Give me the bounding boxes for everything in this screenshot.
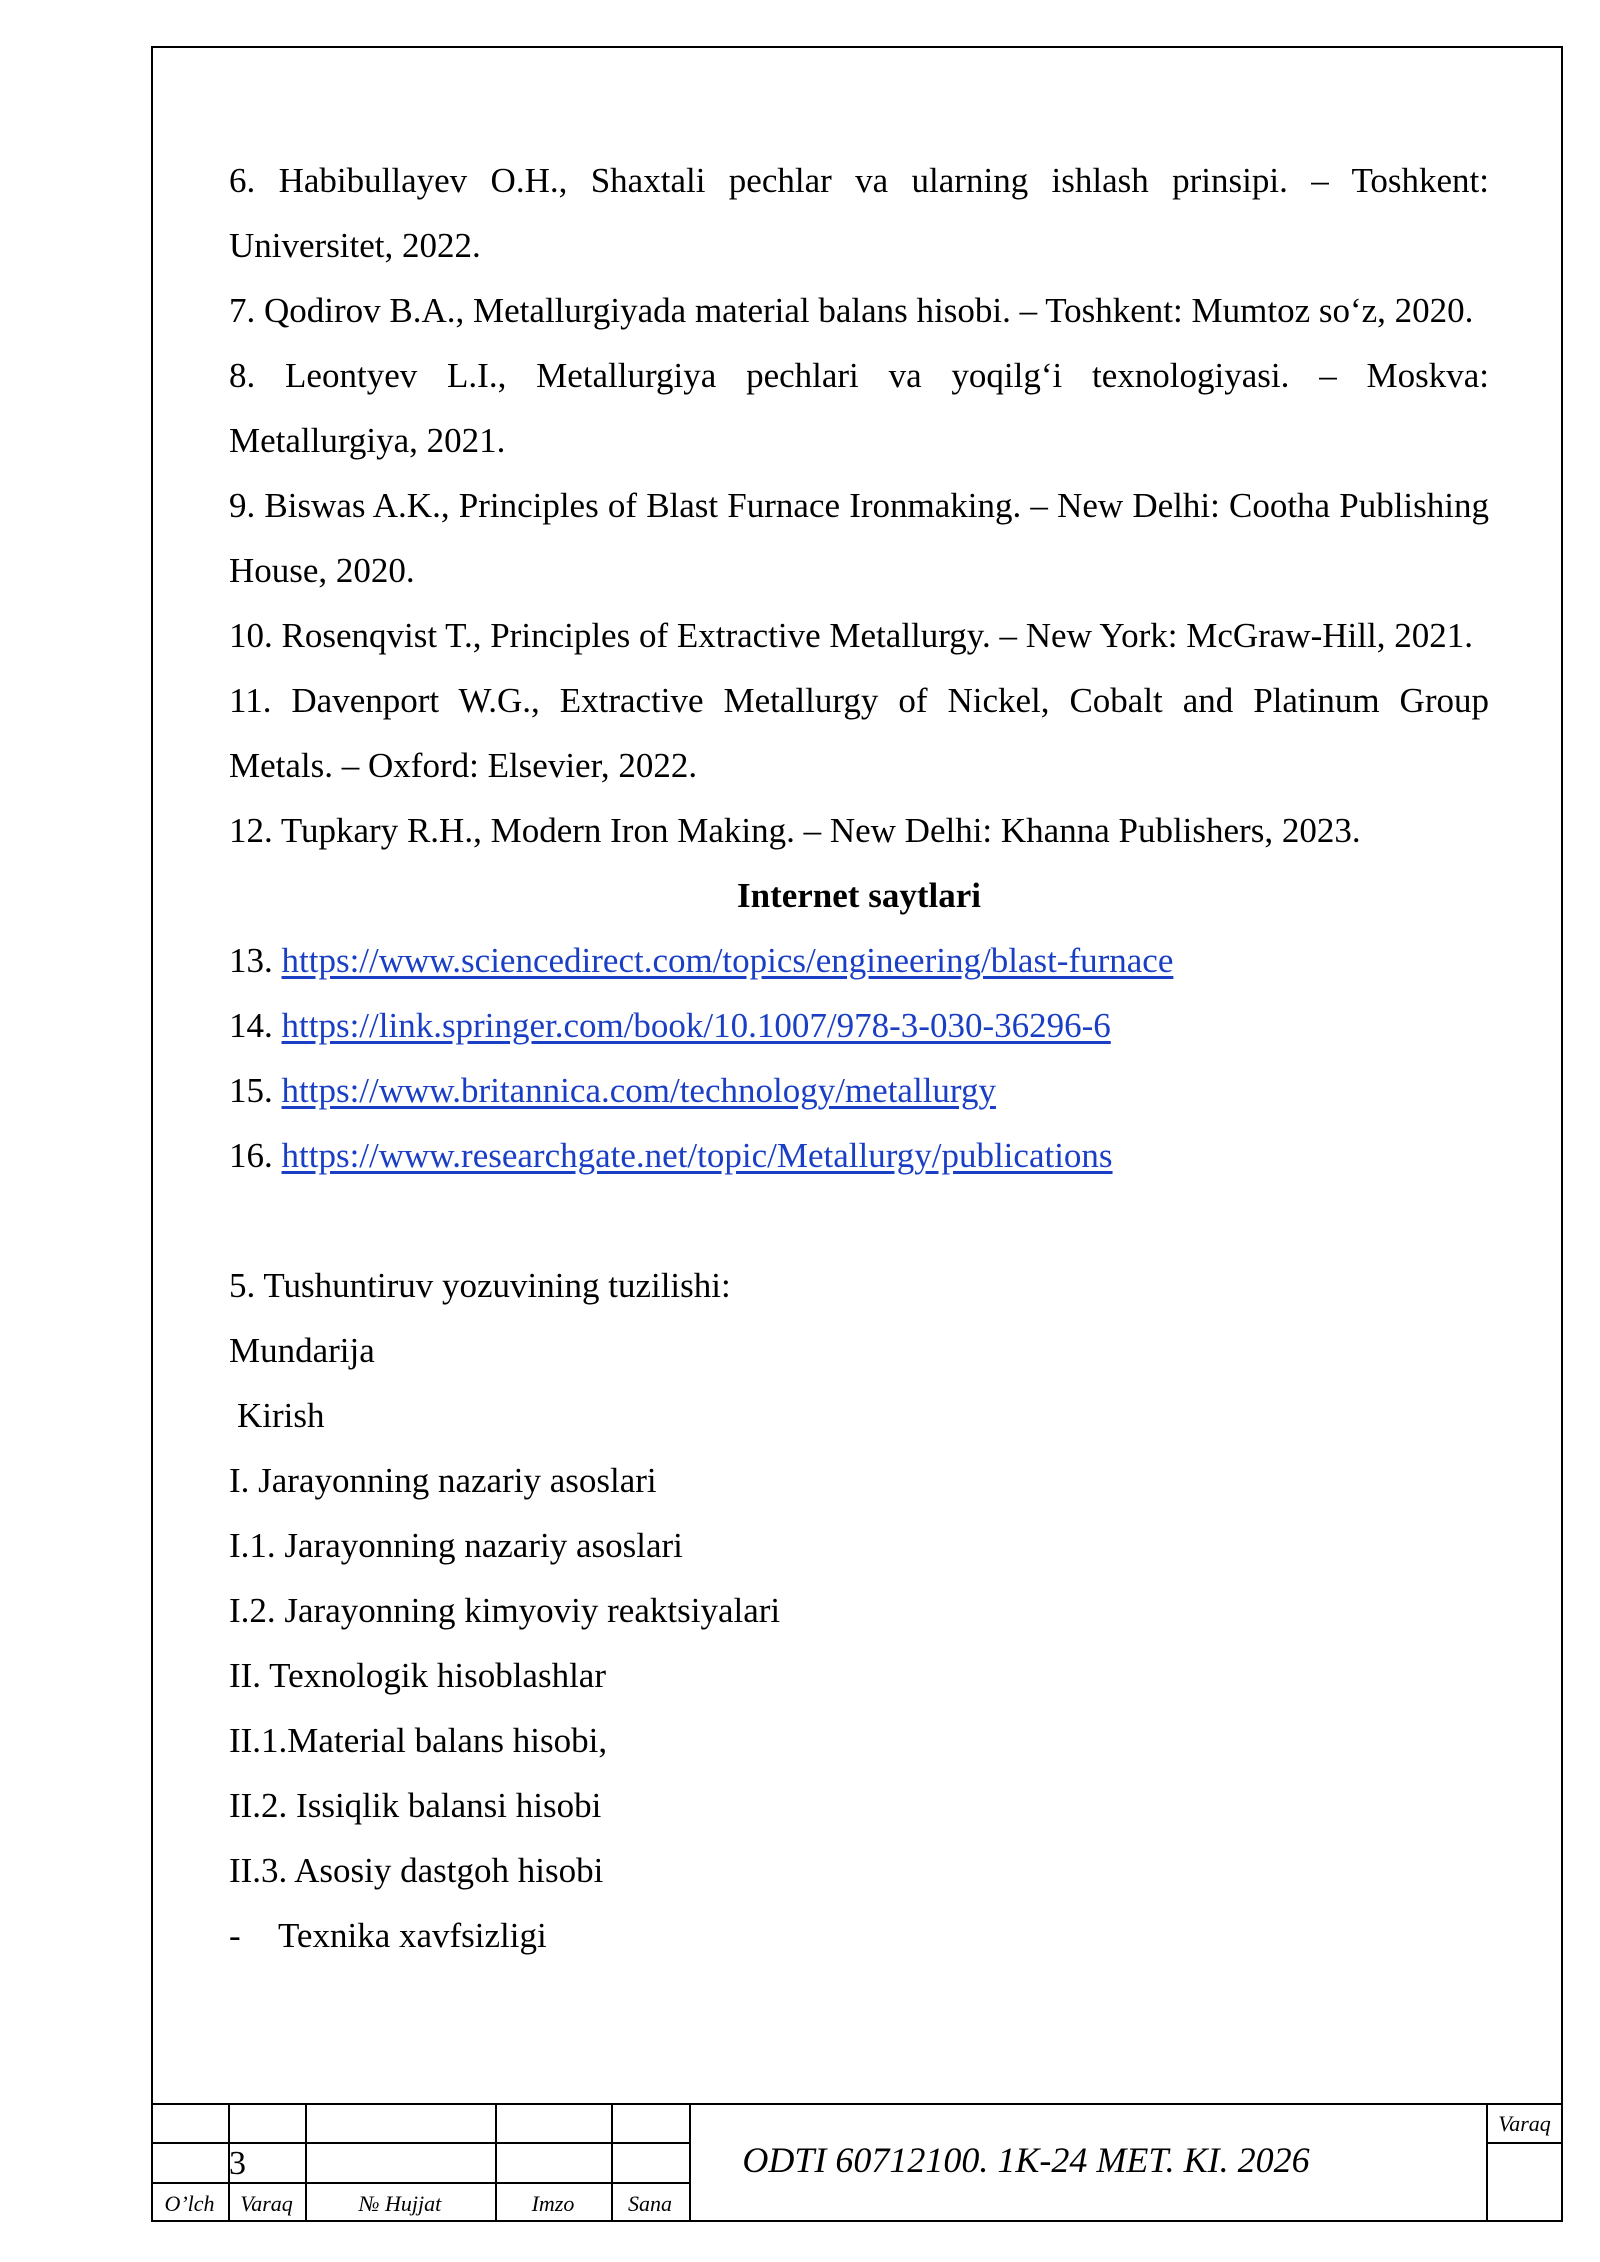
- link-item-13: [229, 928, 1489, 993]
- stamp-line-varaq: [1486, 2142, 1563, 2144]
- structure-title: 5. Tushuntiruv yozuvining tuzilishi:: [229, 1266, 731, 1305]
- title-block: [151, 2103, 1563, 2222]
- link-number: 14.: [229, 1006, 273, 1045]
- link-number: 15.: [229, 1071, 273, 1110]
- link-number: 13.: [229, 941, 273, 980]
- link-number: 16.: [229, 1136, 273, 1175]
- link-springer[interactable]: https://link.springer.com/book/10.1007/978-3-030-36296-6: [281, 1006, 1111, 1045]
- stamp-label-varaq: Varaq: [240, 2191, 293, 2216]
- reference-11: 11. Davenport W.G., Extractive Metallurgy of Nickel, Cobalt and Platinum Group Metals. – Oxford: Elsevier, 2022.: [229, 681, 1489, 785]
- stamp-label-hujjat: № Hujjat: [358, 2191, 442, 2216]
- structure-item-chapter-2: II. Texnologik hisoblashlar: [229, 1656, 606, 1695]
- link-britannica[interactable]: https://www.britannica.com/technology/metallurgy: [281, 1071, 996, 1110]
- stamp-line-top: [151, 2103, 1563, 2105]
- reference-10: 10. Rosenqvist T., Principles of Extractive Metallurgy. – New York: McGraw-Hill, 2021.: [229, 616, 1473, 655]
- structure-item-mundarija: Mundarija: [229, 1331, 375, 1370]
- stamp-label-imzo: Imzo: [531, 2191, 575, 2216]
- spacer: [229, 1188, 1489, 1253]
- structure-item-2-3: II.3. Asosiy dastgoh hisobi: [229, 1851, 604, 1890]
- reference-8: 8. Leontyev L.I., Metallurgiya pechlari va yoqilg‘i texnologiyasi. – Moskva: Metallurgiya, 2021.: [229, 356, 1489, 460]
- link-sciencedirect[interactable]: https://www.sciencedirect.com/topics/engineering/blast-furnace: [281, 941, 1174, 980]
- stamp-label-varaq-right: Varaq: [1498, 2111, 1551, 2136]
- structure-item-1-2: I.2. Jarayonning kimyoviy reaktsiyalari: [229, 1591, 781, 1630]
- stamp-label-sana: Sana: [628, 2191, 672, 2216]
- structure-item-2-2: II.2. Issiqlik balansi hisobi: [229, 1786, 602, 1825]
- reference-7: 7. Qodirov B.A., Metallurgiyada material balans hisobi. – Toshkent: Mumtoz so‘z, 2020.: [229, 291, 1474, 330]
- link-item-14: [229, 993, 1489, 1058]
- structure-item-chapter-1: I. Jarayonning nazariy asoslari: [229, 1461, 657, 1500]
- stamp-varaq-number: 3: [229, 2145, 246, 2182]
- structure-item-safety: [229, 1903, 1489, 1968]
- reference-6: 6. Habibullayev O.H., Shaxtali pechlar va ularning ishlash prinsipi. – Toshkent: Universitet, 2022.: [229, 161, 1489, 265]
- internet-sites-heading: Internet saytlari: [737, 876, 981, 915]
- stamp-line-row1: [151, 2142, 691, 2144]
- dash-bullet: -: [229, 1916, 241, 1955]
- structure-item-2-1: II.1.Material balans hisobi,: [229, 1721, 608, 1760]
- link-item-16: [229, 1123, 1489, 1188]
- reference-9: 9. Biswas A.K., Principles of Blast Furnace Ironmaking. – New Delhi: Cootha Publishing House, 2020.: [229, 486, 1489, 590]
- reference-12: 12. Tupkary R.H., Modern Iron Making. – New Delhi: Khanna Publishers, 2023.: [229, 811, 1361, 850]
- stamp-label-olch: O’lch: [164, 2191, 215, 2216]
- document-code: ODTI 60712100. 1K-24 MET. KI. 2026: [742, 2140, 1310, 2180]
- link-item-15: [229, 1058, 1489, 1123]
- structure-item-1-1: I.1. Jarayonning nazariy asoslari: [229, 1526, 683, 1565]
- safety-label: Texnika xavfsizligi: [278, 1916, 547, 1955]
- link-researchgate[interactable]: https://www.researchgate.net/topic/Metallurgy/publications: [281, 1136, 1113, 1175]
- structure-item-kirish: Kirish: [237, 1396, 325, 1435]
- document-body: [229, 148, 1489, 1968]
